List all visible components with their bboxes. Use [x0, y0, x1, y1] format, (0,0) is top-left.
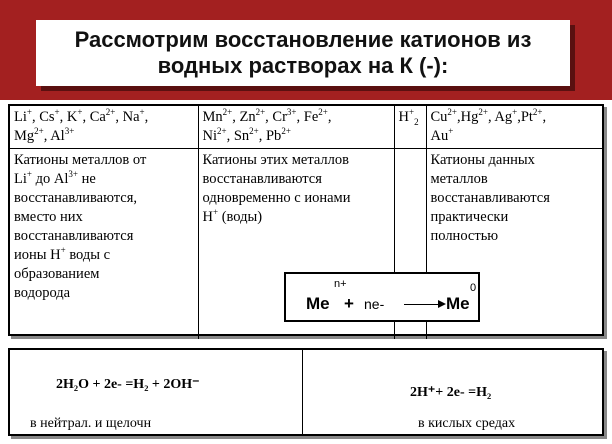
- ion-symbol: Ag: [494, 109, 513, 125]
- ion-symbol: Pt: [520, 109, 533, 125]
- desc4-line-b: металлов: [430, 171, 488, 187]
- desc4-line-a: Катионы данных: [430, 152, 535, 168]
- ion-symbol: Ni: [202, 128, 217, 144]
- ion-charge: +: [26, 107, 32, 117]
- ion-separator: ,: [232, 109, 240, 125]
- ion-charge: +: [448, 126, 454, 136]
- ion-symbol: Fe: [303, 109, 319, 125]
- ion-separator: ,: [31, 109, 40, 125]
- ion-symbol: Mn: [202, 109, 223, 125]
- ions-row: [10, 106, 602, 149]
- ion-charge: 2+: [249, 126, 259, 136]
- desc1-line-a: Катионы металлов от: [14, 152, 147, 168]
- ion-symbol: Li: [14, 109, 27, 125]
- hydrogen-sub: 2: [414, 116, 419, 127]
- ions-hydrogen: [394, 106, 426, 149]
- reduction-formula: [284, 272, 480, 322]
- ion-symbol: K: [66, 109, 78, 125]
- title-line-2: водных растворах на К (-):: [157, 53, 449, 78]
- ion-separator: ,: [258, 128, 266, 144]
- ion-separator: ,: [327, 109, 332, 125]
- ion-separator: ,: [59, 109, 67, 125]
- ion-charge: 2+: [255, 107, 266, 117]
- formula-zero-charge: 0: [470, 282, 477, 294]
- desc2-h-sup: +: [212, 207, 219, 217]
- ion-separator: ,: [487, 109, 495, 125]
- bottom-divider: [302, 350, 303, 434]
- desc1-line-d: вместо них: [14, 209, 83, 225]
- ion-charge: 2+: [222, 107, 233, 117]
- ion-symbol: Al: [50, 128, 65, 144]
- ion-separator: ,: [43, 128, 51, 144]
- desc1-al: до Al: [31, 171, 69, 187]
- desc4-line-e: полностью: [430, 228, 499, 244]
- ion-symbol: Hg: [460, 109, 479, 125]
- ion-symbol: Pb: [265, 128, 282, 144]
- desc2-water: (воды): [218, 209, 263, 225]
- ion-symbol: Au: [430, 128, 449, 144]
- neutral-caption: в нейтрал. и щелочн: [30, 416, 152, 431]
- ion-charge: +: [77, 107, 83, 117]
- formula-electrons: ne-: [364, 296, 385, 312]
- ion-symbol: Ca: [89, 109, 106, 125]
- desc1-h-sup: +: [60, 245, 66, 255]
- ion-separator: ,: [144, 109, 149, 125]
- ion-charge: 2+: [281, 126, 291, 136]
- formula-charge: n+: [334, 278, 347, 290]
- desc1-li-sup: +: [26, 169, 32, 179]
- hydrogen-sup: +: [408, 107, 415, 117]
- title-line-1: Рассмотрим восстановление катионов из: [74, 27, 532, 52]
- ion-separator: ,: [517, 109, 521, 125]
- desc1-ions-h: ионы H: [14, 247, 61, 263]
- ion-separator: ,: [82, 109, 90, 125]
- desc4-line-c: восстанавливаются: [430, 190, 550, 206]
- ion-charge: 2+: [34, 126, 44, 136]
- desc-active-metals: [10, 149, 198, 340]
- ion-separator: ,: [265, 109, 273, 125]
- ion-charge: 2+: [478, 107, 488, 117]
- neutral-equation: 2H₂O + 2e- =H₂ + 2OH⁻: [56, 377, 200, 392]
- ions-noble-metals: [426, 106, 602, 149]
- formula-metal-left: Me: [306, 294, 330, 313]
- desc2-line-b: восстанавливаются: [202, 171, 322, 187]
- ion-separator: ,: [226, 128, 234, 144]
- ion-charge: 3+: [286, 107, 297, 117]
- desc2-h: H: [202, 209, 213, 225]
- desc1-water: воды с: [65, 247, 111, 263]
- hydrogen-symbol: H: [398, 109, 409, 125]
- ion-charge: +: [139, 107, 145, 117]
- ion-symbol: Sn: [233, 128, 250, 144]
- desc1-al-sup: 3+: [68, 169, 78, 179]
- water-reduction-box: [8, 348, 604, 436]
- ions-medium-metals: [198, 106, 394, 149]
- ion-separator: ,: [115, 109, 123, 125]
- ion-separator: ,: [296, 109, 304, 125]
- formula-plus: +: [344, 294, 354, 313]
- acid-equation: 2H⁺+ 2e- =H₂: [410, 385, 492, 400]
- desc1-ne: не: [77, 171, 96, 187]
- desc1-line-c: восстанавливаются,: [14, 190, 138, 206]
- ion-charge: 2+: [217, 126, 227, 136]
- desc1-line-e: восстанавливаются: [14, 228, 134, 244]
- ion-symbol: Cr: [272, 109, 287, 125]
- title-box: [36, 20, 570, 86]
- desc1-line-g: образованием: [14, 266, 100, 282]
- acid-caption: в кислых средах: [418, 416, 516, 431]
- ion-charge: 2+: [532, 107, 543, 117]
- arrow-right-icon: [404, 304, 444, 305]
- ion-charge: 2+: [447, 107, 457, 117]
- desc2-line-a: Катионы этих металлов: [202, 152, 349, 168]
- ion-charge: 3+: [64, 126, 75, 136]
- ion-charge: 2+: [105, 107, 116, 117]
- ion-charge: +: [512, 107, 518, 117]
- desc4-line-d: практически: [430, 209, 509, 225]
- formula-metal-right: Me: [446, 294, 470, 313]
- ion-symbol: Na: [122, 109, 140, 125]
- ion-charge: 2+: [318, 107, 328, 117]
- ions-active-metals: [10, 106, 198, 149]
- ion-symbol: Zn: [239, 109, 256, 125]
- ion-symbol: Cu: [430, 109, 448, 125]
- desc2-line-c: одновременно с ионами: [202, 190, 351, 206]
- desc1-line-h: водорода: [14, 285, 71, 301]
- ion-symbol: Cs: [39, 109, 55, 125]
- ion-symbol: Mg: [14, 128, 35, 144]
- slide-title: [75, 27, 532, 79]
- ion-charge: +: [54, 107, 60, 117]
- desc1-li: Li: [14, 171, 27, 187]
- ion-separator: ,: [457, 109, 461, 125]
- ion-separator: ,: [542, 109, 547, 125]
